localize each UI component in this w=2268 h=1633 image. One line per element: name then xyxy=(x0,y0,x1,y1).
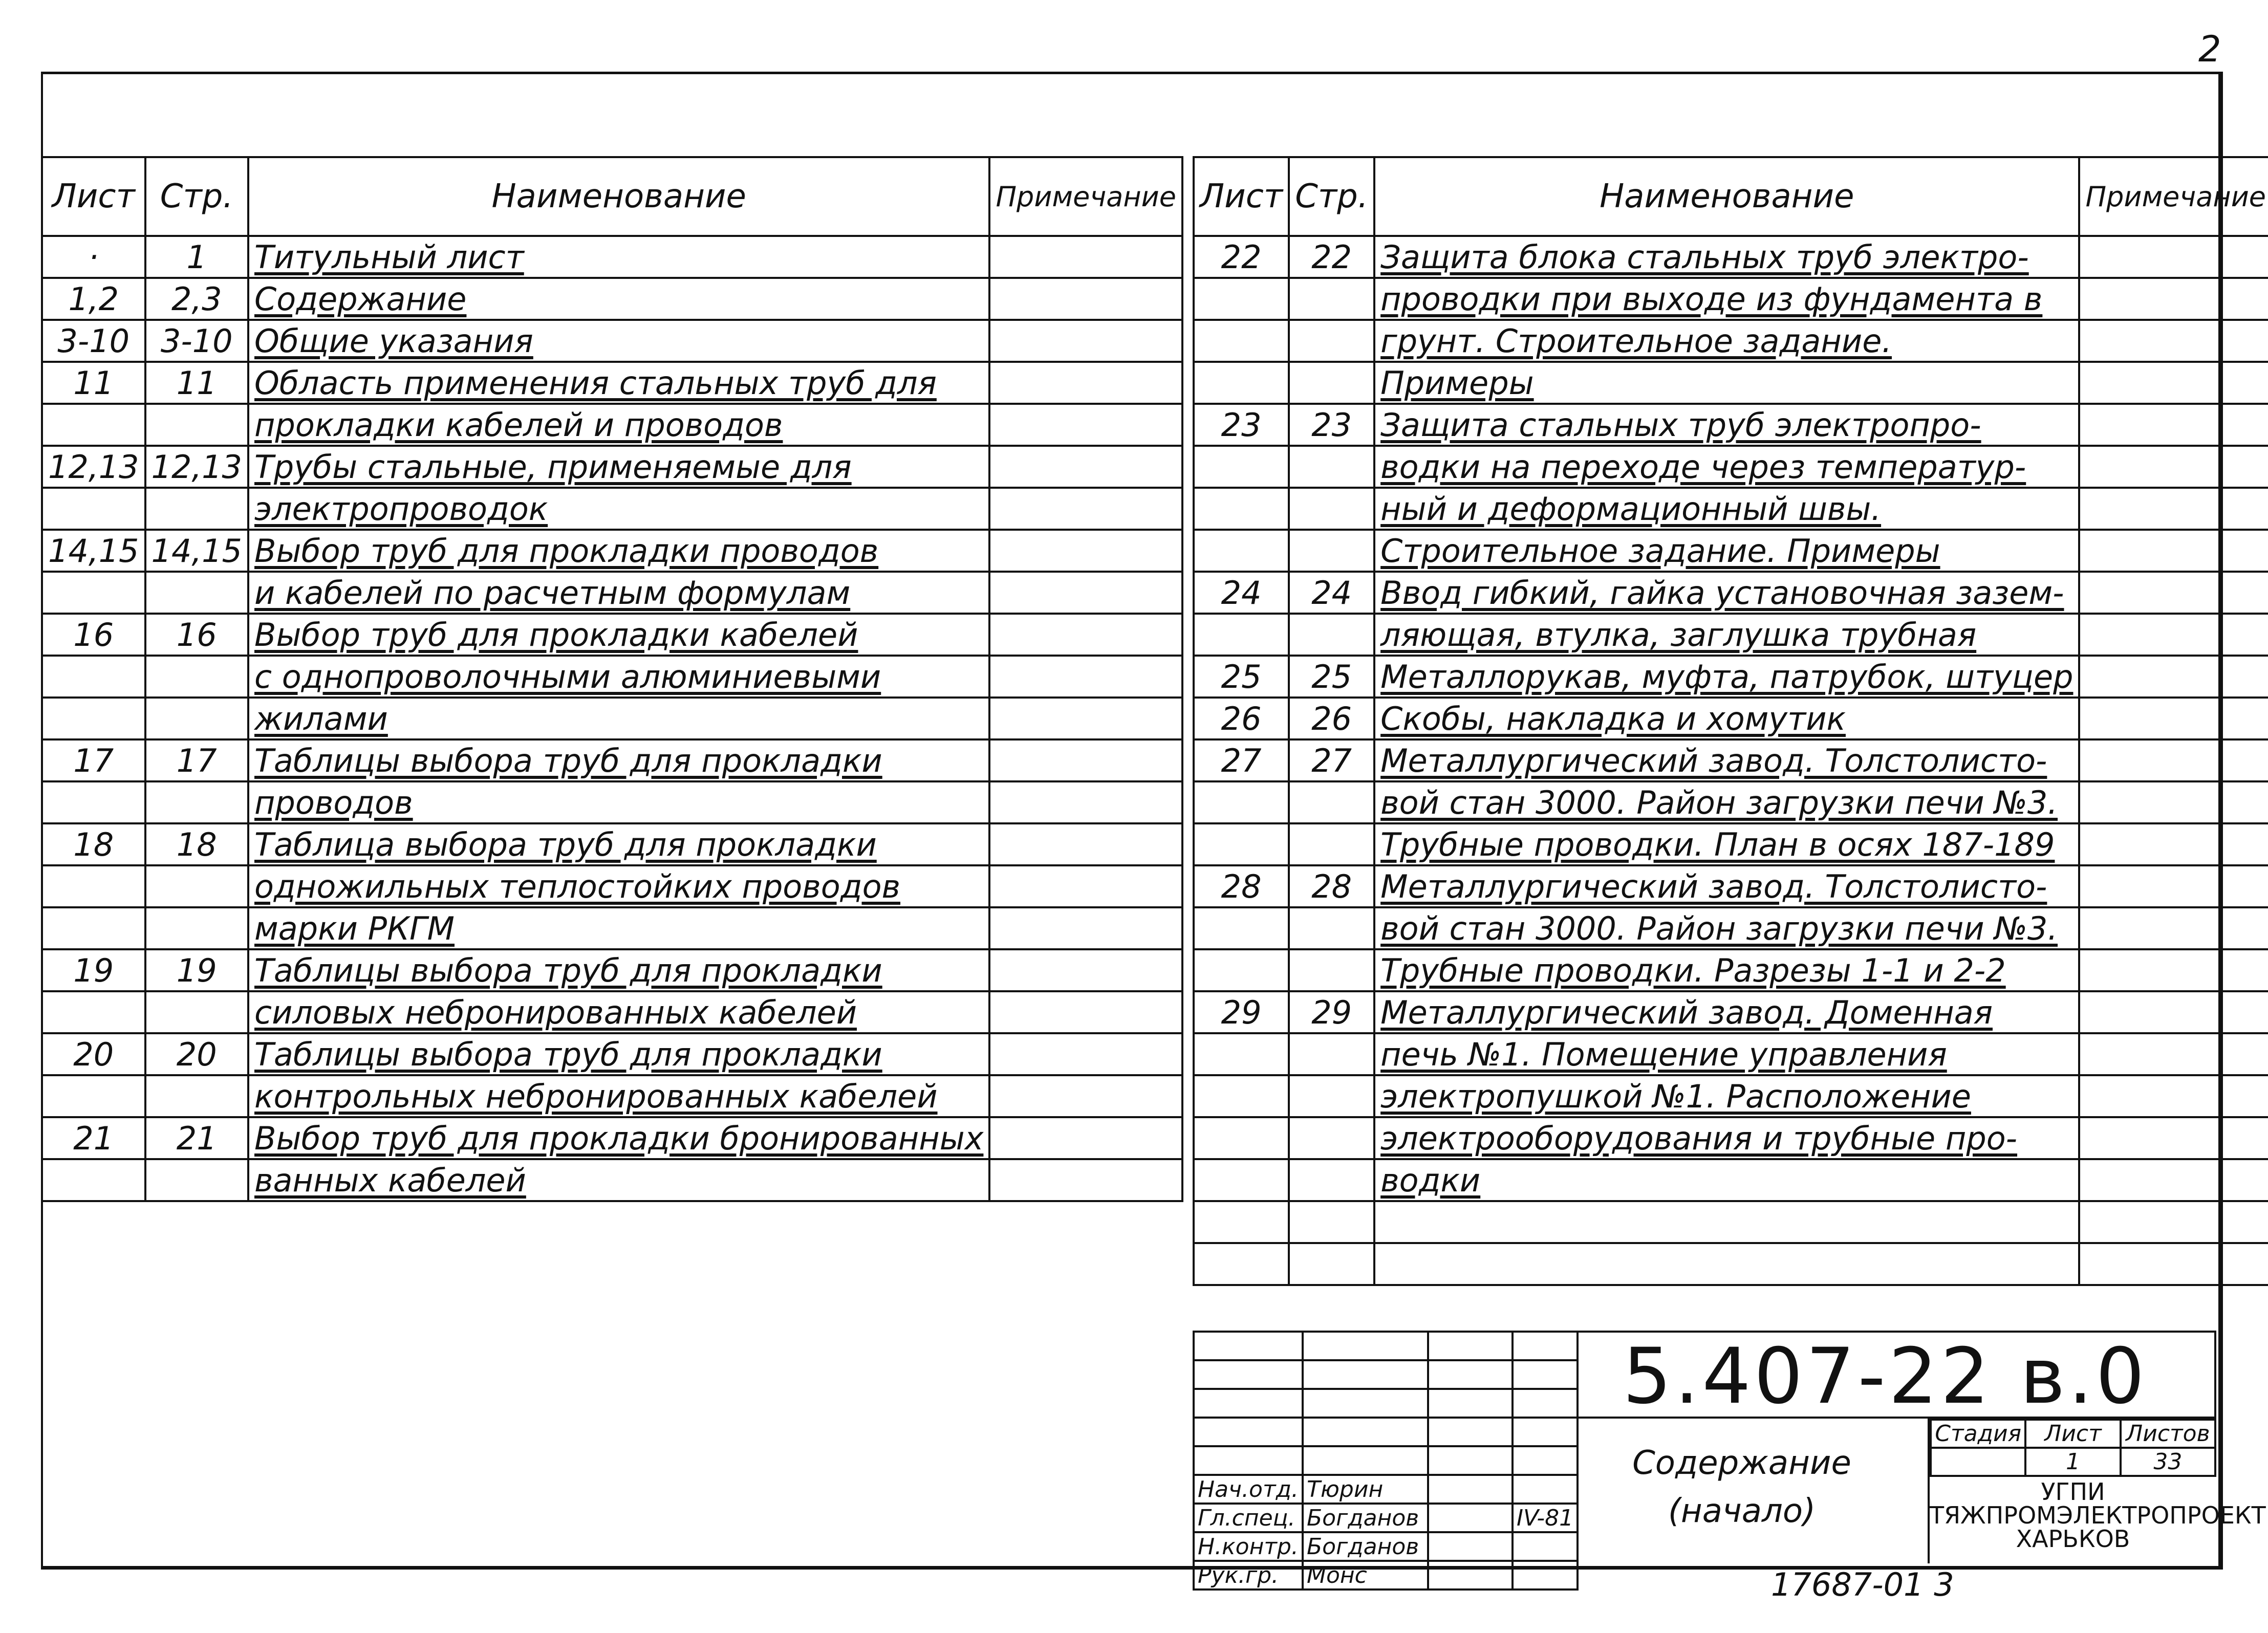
sheet-number xyxy=(42,865,145,907)
item-name: Содержание xyxy=(248,278,989,320)
note-cell xyxy=(989,865,1182,907)
sheet-number xyxy=(1194,1033,1289,1075)
contents-row xyxy=(1194,320,2268,362)
page-number: 22 xyxy=(1289,236,1374,278)
col-note-header: Примечание xyxy=(2079,157,2268,236)
page-number: 18 xyxy=(145,823,249,865)
item-name: прокладки кабелей и проводов xyxy=(248,404,989,446)
sheet-number: 20 xyxy=(42,1033,145,1075)
sheet-number xyxy=(1194,446,1289,488)
item-name: Трубные проводки. Разрезы 1-1 и 2-2 xyxy=(1374,949,2079,991)
contents-row xyxy=(1194,949,2268,991)
sheet-number: 23 xyxy=(1194,404,1289,446)
item-name: Таблицы выбора труб для прокладки xyxy=(248,949,989,991)
sheet-number: 17 xyxy=(42,739,145,781)
contents-row xyxy=(1194,1159,2268,1201)
page-number: 11 xyxy=(145,362,249,404)
signer-row: Нач.отд. Тюрин xyxy=(1194,1475,1578,1504)
col-page-header: Стр. xyxy=(145,157,249,236)
note-cell xyxy=(989,739,1182,781)
item-name: с однопроволочными алюминиевыми xyxy=(248,656,989,698)
item-name: Строительное задание. Примеры xyxy=(1374,530,2079,572)
item-name: водки на переходе через температур- xyxy=(1374,446,2079,488)
note-cell xyxy=(2079,446,2268,488)
page-number xyxy=(145,488,249,530)
item-name xyxy=(1374,1243,2079,1285)
contents-row xyxy=(1194,488,2268,530)
item-name: ный и деформационный швы. xyxy=(1374,488,2079,530)
item-name: Защита блока стальных труб электро- xyxy=(1374,236,2079,278)
sheet-number xyxy=(1194,362,1289,404)
page-number: 28 xyxy=(1289,865,1374,907)
page-number: 24 xyxy=(1289,572,1374,614)
note-cell xyxy=(989,614,1182,656)
sheet-label: Лист xyxy=(2025,1420,2120,1448)
item-name: проводов xyxy=(248,781,989,823)
page-number xyxy=(1289,907,1374,949)
note-cell xyxy=(2079,698,2268,739)
item-name: Защита стальных труб электропро- xyxy=(1374,404,2079,446)
note-cell xyxy=(2079,739,2268,781)
item-name: ляющая, втулка, заглушка трубная xyxy=(1374,614,2079,656)
note-cell xyxy=(2079,907,2268,949)
page-number xyxy=(1289,320,1374,362)
page-number xyxy=(1289,1243,1374,1285)
page-number xyxy=(145,781,249,823)
page-number xyxy=(1289,781,1374,823)
signature-grid xyxy=(1193,1331,1579,1591)
contents-row xyxy=(1194,572,2268,614)
sheet-number xyxy=(1194,949,1289,991)
contents-row xyxy=(42,572,1182,614)
page-number: 27 xyxy=(1289,739,1374,781)
sheet-number: 12,13 xyxy=(42,446,145,488)
note-cell xyxy=(989,530,1182,572)
sheet-number xyxy=(1194,614,1289,656)
sheet-number: 14,15 xyxy=(42,530,145,572)
note-cell xyxy=(989,1117,1182,1159)
sheet-number: 16 xyxy=(42,614,145,656)
contents-row xyxy=(42,781,1182,823)
contents-row xyxy=(42,949,1182,991)
sheet-number xyxy=(1194,530,1289,572)
contents-row xyxy=(1194,278,2268,320)
item-name: печь №1. Помещение управления xyxy=(1374,1033,2079,1075)
sheet-value: 1 xyxy=(2025,1448,2120,1476)
contents-row xyxy=(42,739,1182,781)
page-number: 17 xyxy=(145,739,249,781)
note-cell xyxy=(2079,404,2268,446)
contents-row xyxy=(1194,781,2268,823)
note-cell xyxy=(2079,236,2268,278)
page-number xyxy=(145,1075,249,1117)
page-number xyxy=(145,1159,249,1201)
sheet-number xyxy=(1194,823,1289,865)
contents-row xyxy=(1194,614,2268,656)
document-code: 5.407-22 в.0 xyxy=(1556,1331,2216,1419)
col-name-header: Наименование xyxy=(248,157,989,236)
page-number: 20 xyxy=(145,1033,249,1075)
item-name: и кабелей по расчетным формулам xyxy=(248,572,989,614)
note-cell xyxy=(989,1075,1182,1117)
page-number: 25 xyxy=(1289,656,1374,698)
contents-row xyxy=(1194,446,2268,488)
item-name: Металлургический завод. Доменная xyxy=(1374,991,2079,1033)
contents-row xyxy=(42,320,1182,362)
item-name xyxy=(1374,1201,2079,1243)
item-name: жилами xyxy=(248,698,989,739)
contents-row xyxy=(1194,362,2268,404)
note-cell xyxy=(2079,949,2268,991)
item-name: электропушкой №1. Расположение xyxy=(1374,1075,2079,1117)
page-number xyxy=(145,991,249,1033)
note-cell xyxy=(989,446,1182,488)
organization: УГПИ ТЯЖПРОМЭЛЕКТРОПРОЕКТ ХАРЬКОВ xyxy=(1930,1478,2266,1553)
page-number xyxy=(1289,530,1374,572)
sheet-number xyxy=(1194,488,1289,530)
contents-table-left xyxy=(41,156,1183,1202)
sheet-title: Содержание (начало) xyxy=(1556,1419,1930,1563)
item-name: Металлорукав, муфта, патрубок, штуцер xyxy=(1374,656,2079,698)
contents-table-right xyxy=(1193,156,2268,1286)
note-cell xyxy=(2079,656,2268,698)
page-number xyxy=(1289,446,1374,488)
note-cell xyxy=(2079,614,2268,656)
contents-row xyxy=(42,488,1182,530)
note-cell xyxy=(2079,865,2268,907)
sheet-number xyxy=(1194,907,1289,949)
sheet-meta xyxy=(1930,1419,2266,1563)
col-note-header: Примечание xyxy=(989,157,1182,236)
item-name: Примеры xyxy=(1374,362,2079,404)
sheet-number xyxy=(42,991,145,1033)
corner-mark: 2 xyxy=(2198,28,2221,70)
sheet-number: 19 xyxy=(42,949,145,991)
page-number xyxy=(1289,488,1374,530)
page-number xyxy=(145,404,249,446)
note-cell xyxy=(989,572,1182,614)
signature xyxy=(1428,1504,1513,1532)
item-name: Выбор труб для прокладки проводов xyxy=(248,530,989,572)
sheet-number: 24 xyxy=(1194,572,1289,614)
date: IV-81 xyxy=(1513,1504,1578,1532)
sheet-number xyxy=(42,698,145,739)
contents-row xyxy=(42,530,1182,572)
contents-row xyxy=(42,698,1182,739)
note-cell xyxy=(989,1033,1182,1075)
page-number xyxy=(1289,949,1374,991)
contents-row xyxy=(1194,865,2268,907)
note-cell xyxy=(2079,1033,2268,1075)
contents-row xyxy=(1194,1075,2268,1117)
contents-row xyxy=(42,1117,1182,1159)
page-number xyxy=(1289,278,1374,320)
sheet-number: 11 xyxy=(42,362,145,404)
note-cell xyxy=(2079,781,2268,823)
page-number: 14,15 xyxy=(145,530,249,572)
item-name: вой стан 3000. Район загрузки печи №3. xyxy=(1374,907,2079,949)
contents-row xyxy=(42,1033,1182,1075)
note-cell xyxy=(2079,1075,2268,1117)
item-name: контрольных небронированных кабелей xyxy=(248,1075,989,1117)
page-number xyxy=(145,865,249,907)
col-name-header: Наименование xyxy=(1374,157,2079,236)
contents-row xyxy=(1194,1033,2268,1075)
sheet-number: 26 xyxy=(1194,698,1289,739)
col-sheet-header: Лист xyxy=(1194,157,1289,236)
sheet-number: 21 xyxy=(42,1117,145,1159)
page-number xyxy=(1289,1033,1374,1075)
page-number: 29 xyxy=(1289,991,1374,1033)
contents-row xyxy=(1194,698,2268,739)
col-sheet-header: Лист xyxy=(42,157,145,236)
contents-row xyxy=(1194,1243,2268,1285)
signer-row: Гл.спец. Богданов IV-81 xyxy=(1194,1504,1578,1532)
note-cell xyxy=(2079,1159,2268,1201)
stage-value xyxy=(1931,1448,2025,1476)
sheet-number xyxy=(42,781,145,823)
page-number: 2,3 xyxy=(145,278,249,320)
sheet-number: 29 xyxy=(1194,991,1289,1033)
sheet-number xyxy=(1194,278,1289,320)
sheet-number xyxy=(1194,1117,1289,1159)
note-cell xyxy=(2079,362,2268,404)
note-cell xyxy=(2079,823,2268,865)
signature xyxy=(1428,1475,1513,1504)
page-number: 21 xyxy=(145,1117,249,1159)
signer-row: Н.контр. Богданов xyxy=(1194,1532,1578,1561)
page-number: 16 xyxy=(145,614,249,656)
page-number: 19 xyxy=(145,949,249,991)
page-number xyxy=(1289,823,1374,865)
sheet-number: 28 xyxy=(1194,865,1289,907)
note-cell xyxy=(2079,488,2268,530)
sheet-number xyxy=(42,572,145,614)
sheet-number xyxy=(42,907,145,949)
contents-row xyxy=(42,614,1182,656)
page-number: 3-10 xyxy=(145,320,249,362)
contents-row xyxy=(1194,404,2268,446)
note-cell xyxy=(2079,1243,2268,1285)
page-number: 12,13 xyxy=(145,446,249,488)
sheet-number: 3-10 xyxy=(42,320,145,362)
sheet-number xyxy=(1194,1243,1289,1285)
page-number: 26 xyxy=(1289,698,1374,739)
sheet-number: · xyxy=(42,236,145,278)
item-name: Выбор труб для прокладки бронированных xyxy=(248,1117,989,1159)
note-cell xyxy=(2079,1201,2268,1243)
note-cell xyxy=(2079,991,2268,1033)
page-number xyxy=(145,698,249,739)
contents-row xyxy=(42,656,1182,698)
note-cell xyxy=(2079,572,2268,614)
page-number xyxy=(145,572,249,614)
item-name: Металлургический завод. Толстолисто- xyxy=(1374,865,2079,907)
note-cell xyxy=(989,949,1182,991)
item-name: Таблица выбора труб для прокладки xyxy=(248,823,989,865)
contents-row xyxy=(42,236,1182,278)
page-number xyxy=(1289,1117,1374,1159)
page-number: 23 xyxy=(1289,404,1374,446)
sheet-number xyxy=(1194,1201,1289,1243)
item-name: одножильных теплостойких проводов xyxy=(248,865,989,907)
note-cell xyxy=(989,907,1182,949)
sheet-number xyxy=(42,1075,145,1117)
item-name: водки xyxy=(1374,1159,2079,1201)
note-cell xyxy=(2079,1117,2268,1159)
contents-row xyxy=(42,362,1182,404)
item-name: электрооборудования и трубные про- xyxy=(1374,1117,2079,1159)
item-name: силовых небронированных кабелей xyxy=(248,991,989,1033)
note-cell xyxy=(989,278,1182,320)
note-cell xyxy=(989,991,1182,1033)
sheet-number: 22 xyxy=(1194,236,1289,278)
sheet-number xyxy=(1194,1075,1289,1117)
sheet-number xyxy=(1194,1159,1289,1201)
contents-row xyxy=(1194,823,2268,865)
archive-number: 17687-01 3 xyxy=(1771,1566,1954,1603)
contents-row xyxy=(1194,907,2268,949)
sheet-number: 1,2 xyxy=(42,278,145,320)
page-number: 1 xyxy=(145,236,249,278)
note-cell xyxy=(2079,530,2268,572)
contents-row xyxy=(42,278,1182,320)
contents-row xyxy=(42,991,1182,1033)
sheet-number xyxy=(1194,320,1289,362)
page-number xyxy=(1289,1201,1374,1243)
item-name: грунт. Строительное задание. xyxy=(1374,320,2079,362)
contents-row xyxy=(42,823,1182,865)
contents-row xyxy=(42,865,1182,907)
contents-row xyxy=(1194,530,2268,572)
contents-row xyxy=(42,1075,1182,1117)
item-name: Металлургический завод. Толстолисто- xyxy=(1374,739,2079,781)
note-cell xyxy=(2079,320,2268,362)
sheet-number xyxy=(42,404,145,446)
contents-row xyxy=(1194,739,2268,781)
page-number xyxy=(145,907,249,949)
page-number xyxy=(1289,614,1374,656)
contents-row xyxy=(42,446,1182,488)
sheet-number xyxy=(42,1159,145,1201)
note-cell xyxy=(989,823,1182,865)
contents-row xyxy=(42,1159,1182,1201)
item-name: проводки при выходе из фундамента в xyxy=(1374,278,2079,320)
note-cell xyxy=(989,781,1182,823)
sheet-number xyxy=(42,488,145,530)
item-name: Трубы стальные, применяемые для xyxy=(248,446,989,488)
contents-row xyxy=(1194,1201,2268,1243)
signer-row: Рук.гр. Монс xyxy=(1194,1561,1578,1590)
item-name: марки РКГМ xyxy=(248,907,989,949)
page-number xyxy=(145,656,249,698)
item-name: Скобы, накладка и хомутик xyxy=(1374,698,2079,739)
note-cell xyxy=(989,404,1182,446)
col-page-header: Стр. xyxy=(1289,157,1374,236)
item-name: Таблицы выбора труб для прокладки xyxy=(248,1033,989,1075)
item-name: Таблицы выбора труб для прокладки xyxy=(248,739,989,781)
page-number xyxy=(1289,362,1374,404)
item-name: ванных кабелей xyxy=(248,1159,989,1201)
item-name: Титульный лист xyxy=(248,236,989,278)
note-cell xyxy=(989,698,1182,739)
sheet-number xyxy=(1194,781,1289,823)
sheets-value: 33 xyxy=(2121,1448,2215,1476)
contents-row xyxy=(1194,656,2268,698)
contents-row xyxy=(42,907,1182,949)
sheet-number: 27 xyxy=(1194,739,1289,781)
stage-label: Стадия xyxy=(1931,1420,2025,1448)
signature xyxy=(1428,1532,1513,1561)
contents-row xyxy=(1194,236,2268,278)
sheet-number xyxy=(42,656,145,698)
note-cell xyxy=(989,236,1182,278)
item-name: Выбор труб для прокладки кабелей xyxy=(248,614,989,656)
note-cell xyxy=(989,320,1182,362)
contents-row xyxy=(1194,1117,2268,1159)
contents-row xyxy=(42,404,1182,446)
page-number xyxy=(1289,1075,1374,1117)
signature xyxy=(1428,1561,1513,1590)
sheet-number: 25 xyxy=(1194,656,1289,698)
item-name: Общие указания xyxy=(248,320,989,362)
item-name: Трубные проводки. План в осях 187-189 xyxy=(1374,823,2079,865)
sheet-number: 18 xyxy=(42,823,145,865)
page-number xyxy=(1289,1159,1374,1201)
item-name: Ввод гибкий, гайка установочная зазем- xyxy=(1374,572,2079,614)
note-cell xyxy=(2079,278,2268,320)
note-cell xyxy=(989,362,1182,404)
note-cell xyxy=(989,656,1182,698)
item-name: вой стан 3000. Район загрузки печи №3. xyxy=(1374,781,2079,823)
note-cell xyxy=(989,488,1182,530)
item-name: электропроводок xyxy=(248,488,989,530)
item-name: Область применения стальных труб для xyxy=(248,362,989,404)
contents-row xyxy=(1194,991,2268,1033)
sheets-label: Листов xyxy=(2121,1420,2215,1448)
note-cell xyxy=(989,1159,1182,1201)
